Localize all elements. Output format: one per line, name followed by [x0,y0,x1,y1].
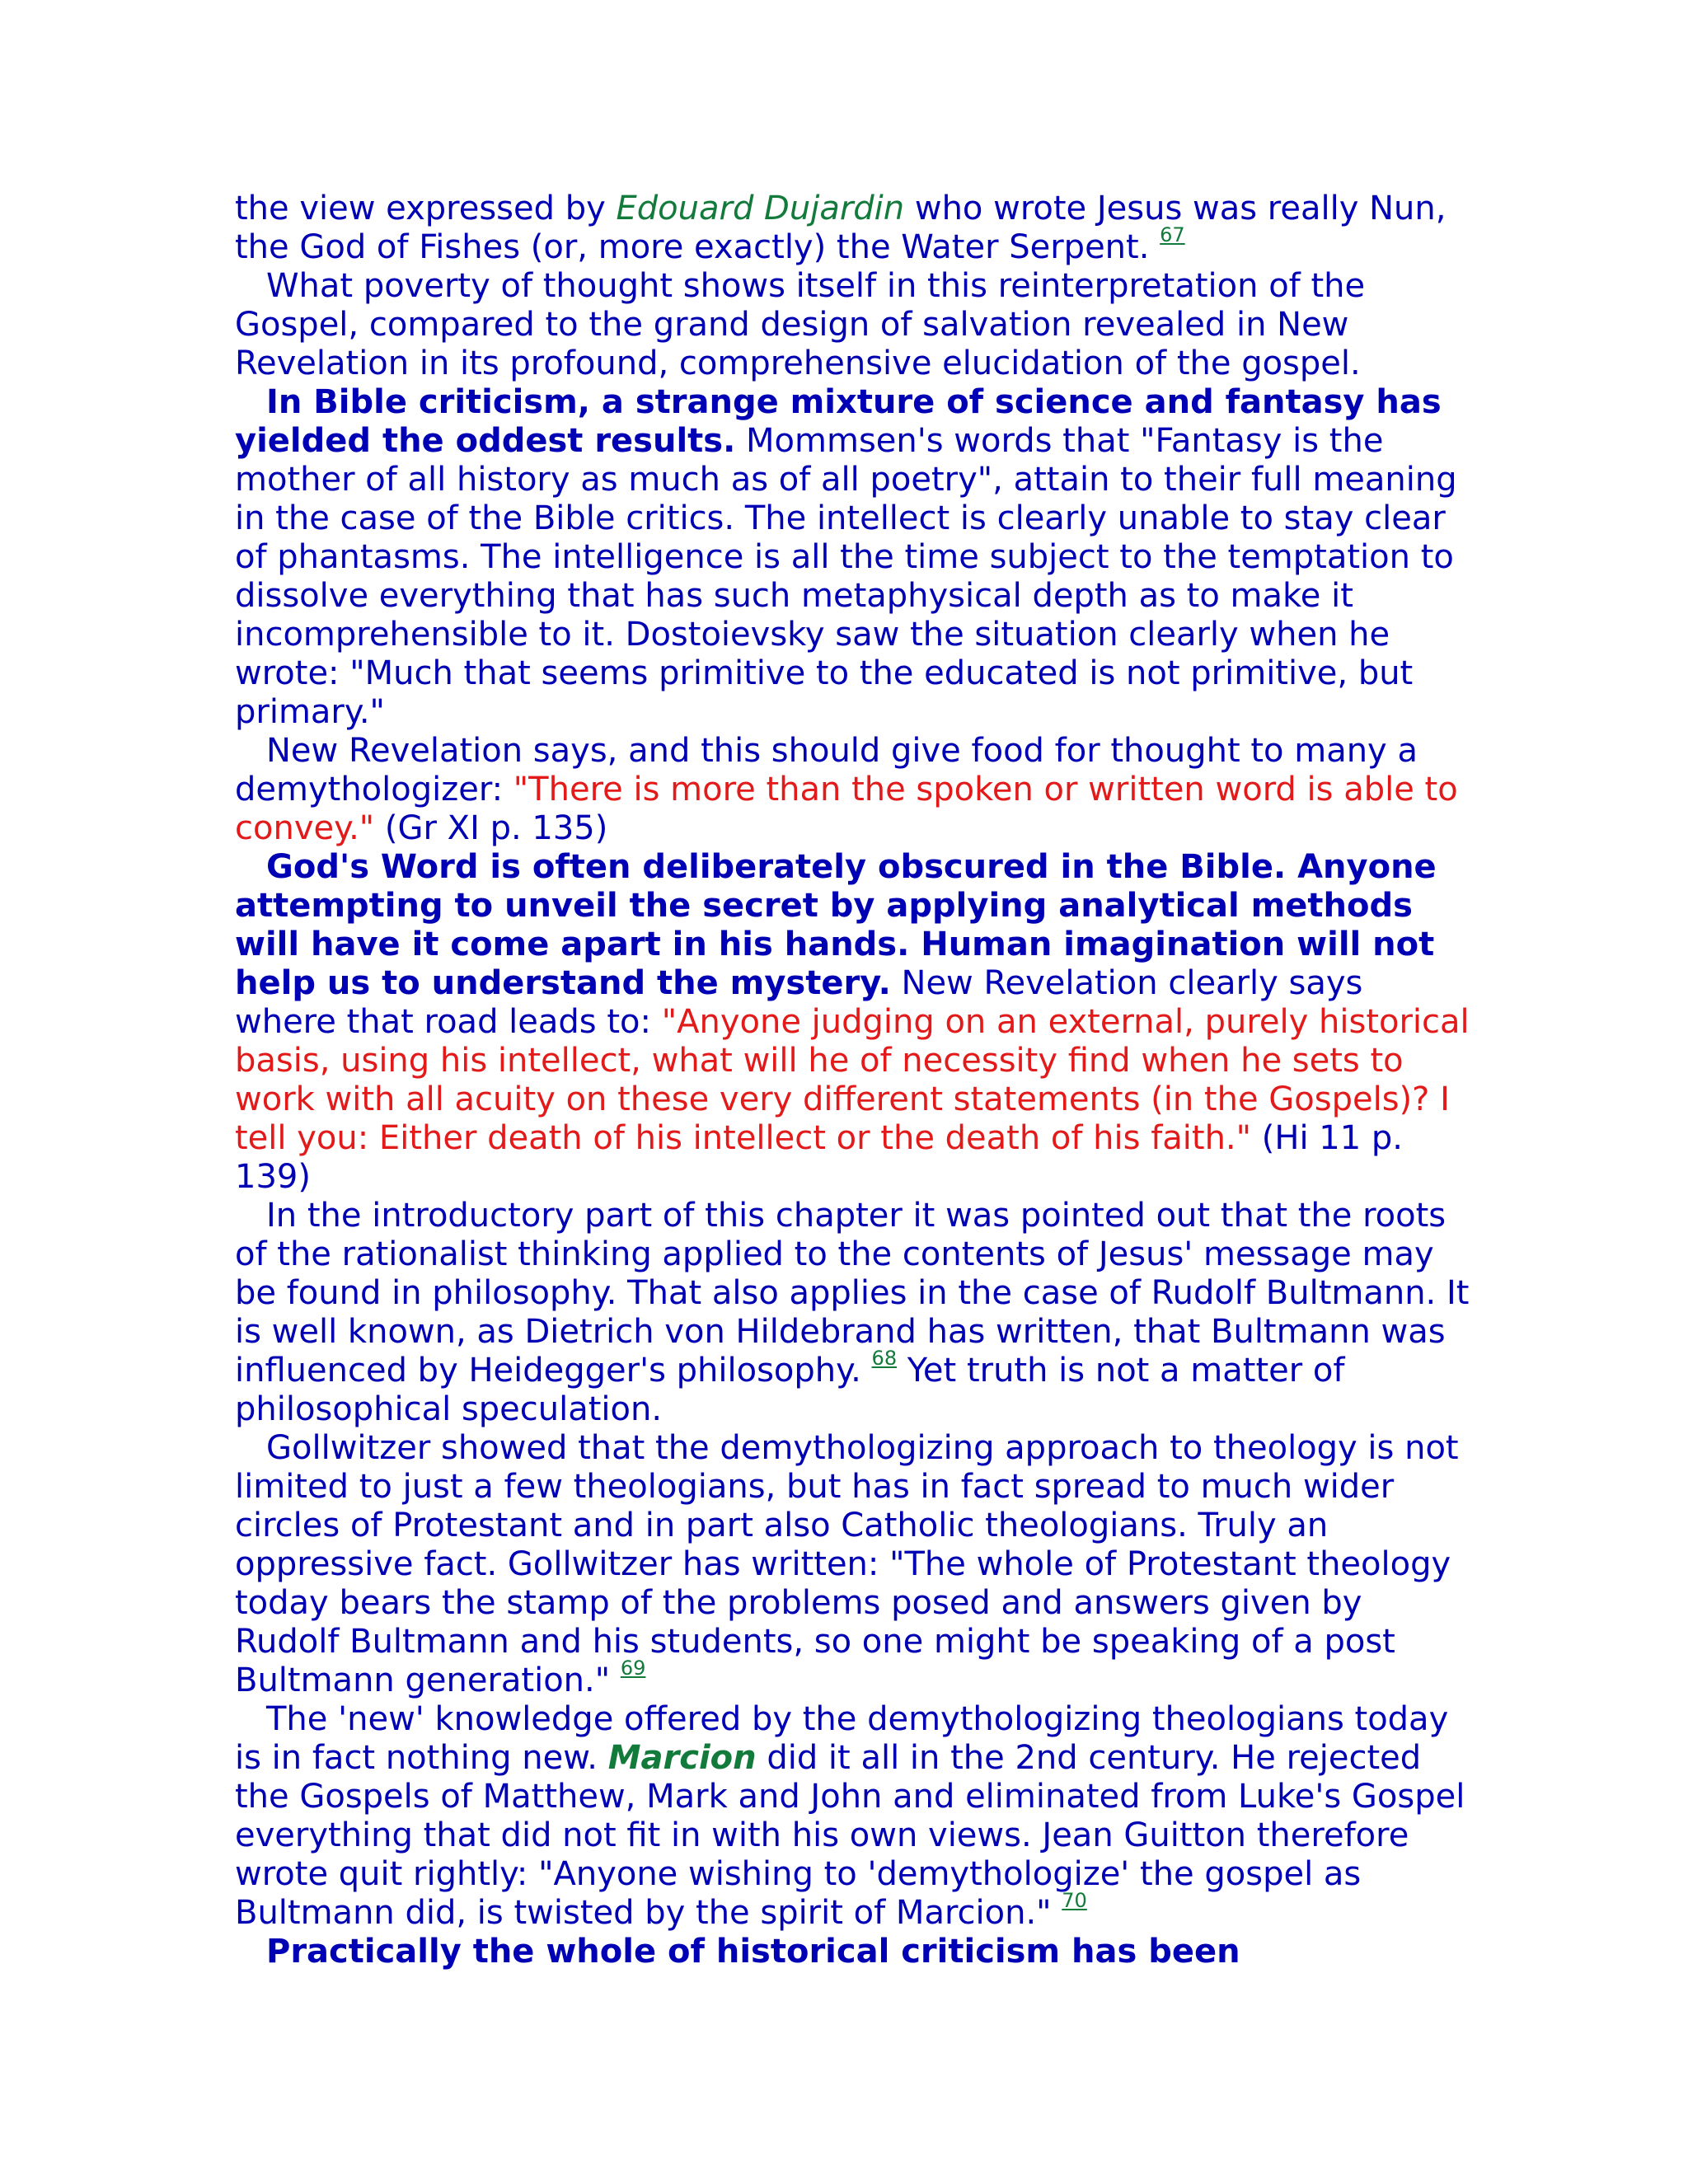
text: the view expressed by [235,190,617,227]
text: did it all in the 2nd century. He rejected the Gospels of Matthew, Mark and John and eliminated from Luke's Gospel everything that did not fit in with his own views. Jean Guitton therefore wrote quit rightly: "Anyone wishing to 'demythologize' the gospel as Bultmann did, is twisted by the spirit of Marcion." [235,1739,1465,1932]
paragraph-new-revelation-says [235,732,1471,848]
paragraph-bible-criticism [235,383,1471,732]
footnote-link-70[interactable]: 70 [1062,1889,1087,1912]
document-page [235,190,1471,1971]
text: Mommsen's words that "Fantasy is the mother of all history as much as of all poetry", attain to their full meaning in the case of the Bible critics. The intellect is clearly unable to stay clear of phantasms. The intelligence is all the time subject to the temptation to dissolve everything that has such metaphysical depth as to make it incomprehensible to it. Dostoievsky saw the situation clearly when he wrote: "Much that seems primitive to the educated is not primitive, but primary." [235,422,1457,731]
text: New Revelation clearly says where that road leads to: [235,964,1363,1041]
paragraph-poverty-of-thought [235,267,1471,383]
footnote-link-68[interactable]: 68 [871,1347,898,1370]
citation: (Hi 11 p. 139) [235,1119,1403,1196]
bold-statement: In Bible criticism, a strange mixture of science and fantasy has yielded the oddest results. [235,383,1442,460]
text: What poverty of thought shows itself in this reinterpretation of the Gospel, compared to the grand design of salvation revealed in New Revelation in its profound, comprehensive elucidation of the gospel. [235,267,1366,382]
revelation-quote: "Anyone judging on an external, purely historical basis, using his intellect, what will he of necessity find when he sets to work with all acuity on these very different statements (in the Gospels)? I tell you: Either death of his intellect or the death of his faith." [235,1003,1470,1157]
paragraph-historical-criticism [235,1933,1471,1971]
author-name-dujardin: Edouard Dujardin [616,190,905,227]
revelation-quote: "There is more than the spoken or written word is able to convey." [235,771,1458,847]
text: Gollwitzer showed that the demythologizing approach to theology is not limited to just a few theologians, but has in fact spread to much wider circles of Protestant and in part also Catholic theologians. Truly an oppressive fact. Gollwitzer has written: "The whole of Protestant theology today bears the stamp of the problems posed and answers given by Rudolf Bultmann and his students, so one might be speaking of a post Bultmann generation." [235,1429,1459,1699]
bold-statement: God's Word is often deliberately obscured in the Bible. Anyone attempting to unveil the secret by applying analytical methods will have it come apart in his hands. Human imagination will not help us to understand the mystery. [235,848,1437,1002]
paragraph-dujardin [235,190,1471,267]
paragraph-bultmann-philosophy [235,1197,1471,1429]
text: New Revelation says, and this should give food for thought to many a demythologizer: [235,732,1418,808]
footnote-link-69[interactable]: 69 [620,1657,646,1680]
citation: (Gr XI p. 135) [374,809,608,847]
text: In the introductory part of this chapter it was pointed out that the roots of the rationalist thinking applied to the contents of Jesus' message may be found in philosophy. That also applies in the case of Rudolf Bultmann. It is well known, as Dietrich von Hildebrand has written, that Bultmann was influenced by Heidegger's philosophy. [235,1197,1470,1390]
paragraph-marcion [235,1700,1471,1933]
text: The 'new' knowledge offered by the demythologizing theologians today is in fact nothing new. [235,1700,1449,1777]
name-marcion: Marcion [607,1739,757,1777]
text: who wrote Jesus was really Nun, the God of Fishes (or, more exactly) the Water Serpent. [235,190,1447,266]
bold-statement: Practically the whole of historical criticism has been [266,1933,1240,1971]
footnote-link-67[interactable]: 67 [1160,223,1185,246]
paragraph-gollwitzer [235,1429,1471,1700]
paragraph-gods-word [235,848,1471,1197]
text: Yet truth is not a matter of philosophical speculation. [235,1352,1345,1428]
